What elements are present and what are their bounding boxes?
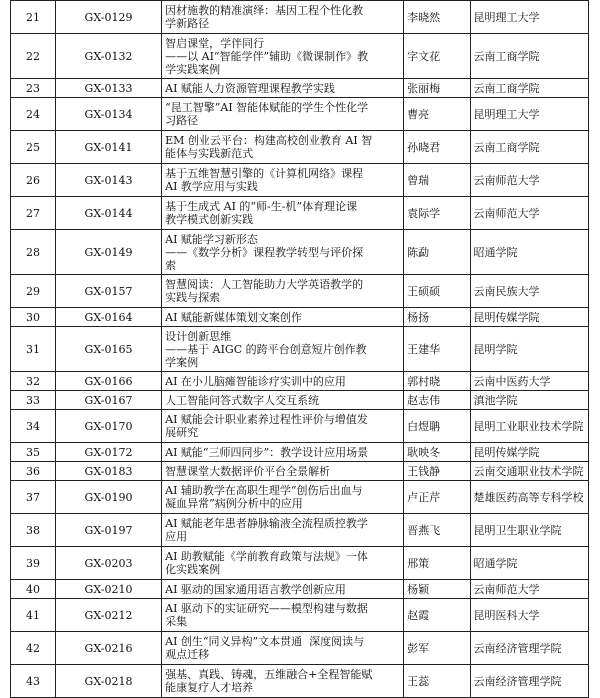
project-code: GX-0218 — [55, 665, 161, 698]
title-line: 习路径 — [165, 114, 199, 127]
author-name: 孙晓君 — [404, 131, 470, 164]
project-title — [162, 443, 404, 462]
row-number: 24 — [11, 98, 56, 131]
project-title — [162, 599, 404, 632]
project-code: GX-0166 — [55, 372, 161, 391]
author-name: 彭军 — [404, 632, 470, 665]
title-line: 设计创新思维 — [165, 329, 232, 343]
title-line: 智启课堂，学伴同行 — [165, 36, 265, 50]
title-line: 基于五维智慧引擎的《计算机网络》课程 — [165, 167, 364, 180]
author-name: 耿映冬 — [404, 443, 470, 462]
organization: 昆明卫生职业学院 — [470, 514, 588, 547]
project-title — [162, 665, 404, 698]
project-code: GX-0129 — [55, 1, 161, 34]
project-code: GX-0165 — [55, 327, 161, 372]
row-number: 41 — [11, 599, 56, 632]
author-name: 邢策 — [404, 547, 470, 580]
table-row — [11, 599, 589, 632]
organization: 昭通学院 — [470, 547, 588, 580]
project-title — [162, 98, 404, 131]
project-title — [162, 327, 404, 372]
project-title — [162, 131, 404, 164]
row-number: 26 — [11, 164, 56, 197]
author-name: 王蕊 — [404, 665, 470, 698]
document-page — [10, 0, 589, 694]
project-table — [10, 0, 589, 698]
row-number: 42 — [11, 632, 56, 665]
title-line: AI 助教赋能《学前教育政策与法规》一体 — [165, 550, 368, 563]
title-line: AI 在小儿脑瘫智能诊疗实训中的应用 — [165, 374, 346, 388]
author-name: 赵霞 — [404, 599, 470, 632]
title-line: 人工智能问答式数字人交互系统 — [165, 393, 320, 407]
row-number: 29 — [11, 275, 56, 308]
project-code: GX-0167 — [55, 391, 161, 410]
project-title — [162, 462, 404, 481]
title-line: 强基、真践、铸魂，五维融合+全程智能赋 — [165, 668, 373, 681]
title-line: AI 创生“同义异构”文本贯通 深度阅读与 — [165, 635, 365, 648]
project-code: GX-0157 — [55, 275, 161, 308]
table-row — [11, 410, 589, 443]
table-row — [11, 131, 589, 164]
organization: 昆明理工大学 — [470, 1, 588, 34]
project-title — [162, 308, 404, 327]
author-name: 杨颖 — [404, 580, 470, 599]
row-number: 35 — [11, 443, 56, 462]
project-title — [162, 197, 404, 230]
table-row — [11, 632, 589, 665]
project-code: GX-0172 — [55, 443, 161, 462]
organization: 昆明传媒学院 — [470, 443, 588, 462]
organization: 昆明传媒学院 — [470, 308, 588, 327]
author-name: 杨扬 — [404, 308, 470, 327]
table-row — [11, 372, 589, 391]
organization: 云南中医药大学 — [470, 372, 588, 391]
title-line: 智慧课堂大数据评价平台全景解析 — [165, 464, 331, 478]
project-title — [162, 481, 404, 514]
title-line: 智慧阅读：人工智能助力大学英语教学的 — [165, 278, 364, 291]
project-code: GX-0190 — [55, 481, 161, 514]
project-title — [162, 580, 404, 599]
author-name: 陈勐 — [404, 230, 470, 275]
author-name: 赵志伟 — [404, 391, 470, 410]
title-line: 凝血异常”病例分析中的应用 — [165, 497, 303, 510]
author-name: 张丽梅 — [404, 79, 470, 98]
row-number: 22 — [11, 34, 56, 79]
row-number: 32 — [11, 372, 56, 391]
author-name: 白煜聃 — [404, 410, 470, 443]
organization: 云南师范大学 — [470, 164, 588, 197]
project-code: GX-0197 — [55, 514, 161, 547]
row-number: 31 — [11, 327, 56, 372]
table-row — [11, 514, 589, 547]
table-row — [11, 391, 589, 410]
table-row — [11, 308, 589, 327]
title-line: AI 赋能“三师四同步”：教学设计应用场景 — [165, 445, 369, 459]
row-number: 21 — [11, 1, 56, 34]
row-number: 27 — [11, 197, 56, 230]
table-row — [11, 164, 589, 197]
table-row — [11, 443, 589, 462]
project-code: GX-0183 — [55, 462, 161, 481]
row-number: 25 — [11, 131, 56, 164]
title-line: AI 赋能老年患者静脉输液全流程质控教学 — [165, 517, 368, 530]
project-title — [162, 514, 404, 547]
project-title — [162, 410, 404, 443]
title-line: 采集 — [165, 615, 188, 628]
title-line: AI 赋能学习新形态 — [165, 232, 258, 246]
title-line: 基于生成式 AI 的“师-生-机”体育理论课 — [165, 200, 358, 213]
project-code: GX-0203 — [55, 547, 161, 580]
table-row — [11, 79, 589, 98]
author-name: 字文花 — [404, 34, 470, 79]
table-body — [11, 1, 589, 698]
author-name: 郭村晓 — [404, 372, 470, 391]
title-line: EM 创业云平台：构建高校创业教育 AI 智 — [165, 134, 373, 147]
author-name: 曾瑞 — [404, 164, 470, 197]
table-row — [11, 98, 589, 131]
project-code: GX-0212 — [55, 599, 161, 632]
title-line: ——基于 AIGC 的跨平台创意短片创作教 — [165, 342, 367, 356]
table-row — [11, 665, 589, 698]
project-code: GX-0133 — [55, 79, 161, 98]
title-line: ——以 AI“智能学伴”辅助《微课制作》教 — [165, 49, 369, 63]
table-row — [11, 34, 589, 79]
project-title — [162, 547, 404, 580]
project-title — [162, 164, 404, 197]
title-line: 因材施教的精准演绎：基因工程个性化教 — [165, 4, 364, 17]
organization: 昭通学院 — [470, 230, 588, 275]
project-code: GX-0210 — [55, 580, 161, 599]
author-name: 王硕硕 — [404, 275, 470, 308]
title-line: 索 — [165, 258, 177, 272]
project-code: GX-0141 — [55, 131, 161, 164]
organization: 昆明学院 — [470, 327, 588, 372]
title-line: 学案例 — [165, 355, 199, 369]
table-row — [11, 547, 589, 580]
organization: 云南工商学院 — [470, 34, 588, 79]
row-number: 43 — [11, 665, 56, 698]
project-title — [162, 1, 404, 34]
table-row — [11, 1, 589, 34]
organization: 滇池学院 — [470, 391, 588, 410]
author-name: 曹亮 — [404, 98, 470, 131]
row-number: 33 — [11, 391, 56, 410]
title-line: AI 赋能新媒体策划文案创作 — [165, 310, 302, 324]
project-title — [162, 391, 404, 410]
title-line: 实践与探索 — [165, 291, 221, 304]
table-row — [11, 580, 589, 599]
title-line: 学新路径 — [165, 17, 210, 30]
row-number: 28 — [11, 230, 56, 275]
row-number: 39 — [11, 547, 56, 580]
organization: 云南经济管理学院 — [470, 665, 588, 698]
author-name: 卢正芹 — [404, 481, 470, 514]
organization: 楚雄医药高等专科学校 — [470, 481, 588, 514]
author-name: 袁际学 — [404, 197, 470, 230]
project-code: GX-0144 — [55, 197, 161, 230]
title-line: AI 驱动下的实证研究——模型构建与数据 — [165, 602, 368, 615]
table-row — [11, 462, 589, 481]
row-number: 38 — [11, 514, 56, 547]
table-row — [11, 275, 589, 308]
title-line: 能康复疗人才培养 — [165, 681, 254, 694]
project-title — [162, 632, 404, 665]
project-code: GX-0132 — [55, 34, 161, 79]
title-line: AI 赋能人力资源管理课程教学实践 — [165, 81, 335, 95]
organization: 云南民族大学 — [470, 275, 588, 308]
project-title — [162, 79, 404, 98]
title-line: 教学模式创新实践 — [165, 213, 254, 226]
author-name: 晋燕飞 — [404, 514, 470, 547]
row-number: 30 — [11, 308, 56, 327]
project-title — [162, 372, 404, 391]
project-code: GX-0143 — [55, 164, 161, 197]
title-line: 应用 — [165, 530, 188, 543]
title-line: 展研究 — [165, 426, 199, 439]
project-code: GX-0149 — [55, 230, 161, 275]
row-number: 34 — [11, 410, 56, 443]
row-number: 23 — [11, 79, 56, 98]
row-number: 40 — [11, 580, 56, 599]
table-row — [11, 327, 589, 372]
title-line: AI 赋能会计职业素养过程性评价与增值发 — [165, 413, 368, 426]
title-line: AI 驱动的国家通用语言教学创新应用 — [165, 582, 346, 596]
organization: 云南工商学院 — [470, 131, 588, 164]
organization: 昆明理工大学 — [470, 98, 588, 131]
organization: 云南经济管理学院 — [470, 632, 588, 665]
title-line: “昆工智擎”AI 智能体赋能的学生个性化学 — [165, 101, 369, 114]
title-line: AI 教学应用与实践 — [165, 180, 258, 193]
table-row — [11, 481, 589, 514]
project-title — [162, 34, 404, 79]
author-name: 王建华 — [404, 327, 470, 372]
title-line: AI 辅助教学在高职生理学“创伤后出血与 — [165, 484, 363, 497]
title-line: ——《数学分析》课程教学转型与评价探 — [165, 245, 364, 259]
organization: 云南师范大学 — [470, 580, 588, 599]
organization: 昆明工业职业技术学院 — [470, 410, 588, 443]
project-title — [162, 230, 404, 275]
project-title — [162, 275, 404, 308]
organization: 云南师范大学 — [470, 197, 588, 230]
author-name: 王钱静 — [404, 462, 470, 481]
organization: 昆明医科大学 — [470, 599, 588, 632]
row-number: 37 — [11, 481, 56, 514]
title-line: 观点迁移 — [165, 648, 210, 661]
project-code: GX-0134 — [55, 98, 161, 131]
title-line: 能体与实践新范式 — [165, 147, 254, 160]
title-line: 学实践案例 — [165, 62, 221, 76]
table-row — [11, 230, 589, 275]
organization: 云南工商学院 — [470, 79, 588, 98]
project-code: GX-0170 — [55, 410, 161, 443]
author-name: 李晓然 — [404, 1, 470, 34]
title-line: 化实践案例 — [165, 563, 221, 576]
table-row — [11, 197, 589, 230]
project-code: GX-0216 — [55, 632, 161, 665]
row-number: 36 — [11, 462, 56, 481]
organization: 云南交通职业技术学院 — [470, 462, 588, 481]
project-code: GX-0164 — [55, 308, 161, 327]
